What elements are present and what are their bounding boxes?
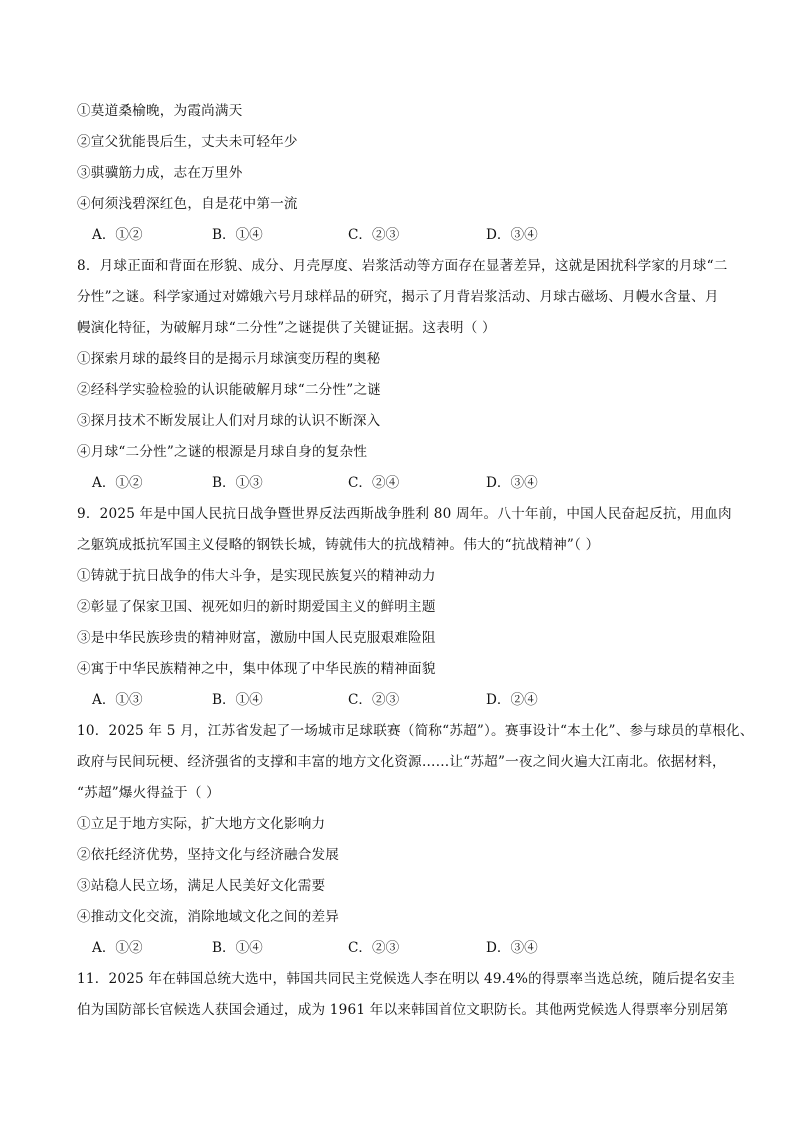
q8-option-a[interactable]: A．①②	[92, 475, 143, 491]
q8-item-3: ③探月技术不断发展让人们对月球的认识不断深入	[77, 413, 381, 429]
q7-option-b[interactable]: B．①④	[212, 227, 263, 243]
q11-stem-line-2: 伯为国防部长官候选人获国会通过，成为 1961 年以来韩国首位文职防长。其他两党候选人得票率分别居第	[77, 1002, 729, 1018]
q10-options	[92, 937, 712, 959]
q7-item-1: ①莫道桑榆晚，为霞尚满天	[77, 103, 243, 119]
q9-option-d[interactable]: D．②④	[486, 692, 538, 708]
q8-item-4: ④月球“二分性”之谜的根源是月球自身的复杂性	[77, 444, 368, 460]
q9-option-c[interactable]: C．②③	[348, 692, 400, 708]
q9-stem-line-1: 9．2025 年是中国人民抗日战争暨世界反法西斯战争胜利 80 周年。八十年前，中国人民奋起反抗，用血肉	[77, 506, 732, 522]
q7-option-c[interactable]: C．②③	[348, 227, 400, 243]
q8-stem-line-1: 8．月球正面和背面在形貌、成分、月壳厚度、岩浆活动等方面存在显著差异，这就是困扰科学家的月球“二	[77, 258, 728, 274]
q10-option-b[interactable]: B．①④	[212, 940, 263, 956]
q9-item-4: ④寓于中华民族精神之中，集中体现了中华民族的精神面貌	[77, 661, 436, 677]
q9-stem-line-2: 之躯筑成抵抗军国主义侵略的钢铁长城，铸就伟大的抗战精神。伟大的“抗战精神”（ ）	[77, 537, 600, 553]
q8-item-1: ①探索月球的最终目的是揭示月球演变历程的奥秘	[77, 351, 381, 367]
q8-option-c[interactable]: C．②④	[348, 475, 400, 491]
q10-option-d[interactable]: D．③④	[486, 940, 538, 956]
q8-stem-line-3: 幔演化特征，为破解月球“二分性”之谜提供了关键证据。这表明（ ）	[77, 320, 496, 336]
q10-stem-line-3: “苏超”爆火得益于（ ）	[77, 785, 220, 801]
q8-option-b[interactable]: B．①③	[212, 475, 263, 491]
q8-option-d[interactable]: D．③④	[486, 475, 538, 491]
q10-item-3: ③站稳人民立场，满足人民美好文化需要	[77, 878, 326, 894]
q10-option-a[interactable]: A．①②	[92, 940, 143, 956]
q9-option-a[interactable]: A．①③	[92, 692, 143, 708]
q7-options	[92, 224, 712, 246]
q8-item-2: ②经科学实验检验的认识能破解月球“二分性”之谜	[77, 382, 381, 398]
q10-stem-line-1: 10．2025 年 5 月，江苏省发起了一场城市足球联赛（简称“苏超”）。赛事设计“本土化”、参与球员的草根化、	[77, 723, 754, 739]
q10-option-c[interactable]: C．②③	[348, 940, 400, 956]
q9-item-1: ①铸就于抗日战争的伟大斗争，是实现民族复兴的精神动力	[77, 568, 436, 584]
q9-item-2: ②彰显了保家卫国、视死如归的新时期爱国主义的鲜明主题	[77, 599, 436, 615]
q8-stem-line-2: 分性”之谜。科学家通过对嫦娥六号月球样品的研究，揭示了月背岩浆活动、月球古磁场、月幔水含量、月	[77, 289, 719, 305]
q7-option-a[interactable]: A．①②	[92, 227, 143, 243]
q7-item-3: ③骐骥筋力成，志在万里外	[77, 165, 243, 181]
q7-item-2: ②宣父犹能畏后生，丈夫未可轻年少	[77, 134, 298, 150]
q10-stem-line-2: 政府与民间玩梗、经济强省的支撑和丰富的地方文化资源……让“苏超”一夜之间火遍大江南北。依据材料，	[77, 754, 726, 770]
q8-options	[92, 472, 712, 494]
q10-item-2: ②依托经济优势，坚持文化与经济融合发展	[77, 847, 340, 863]
q9-options	[92, 689, 712, 711]
q7-item-4: ④何须浅碧深红色，自是花中第一流	[77, 196, 298, 212]
q11-stem-line-1: 11．2025 年在韩国总统大选中，韩国共同民主党候选人李在明以 49.4%的得票率当选总统，随后提名安圭	[77, 971, 736, 987]
q7-option-d[interactable]: D．③④	[486, 227, 538, 243]
q9-item-3: ③是中华民族珍贵的精神财富，激励中国人民克服艰难险阻	[77, 630, 436, 646]
q10-item-4: ④推动文化交流，消除地域文化之间的差异	[77, 909, 340, 925]
q9-option-b[interactable]: B．①④	[212, 692, 263, 708]
q10-item-1: ①立足于地方实际，扩大地方文化影响力	[77, 816, 326, 832]
